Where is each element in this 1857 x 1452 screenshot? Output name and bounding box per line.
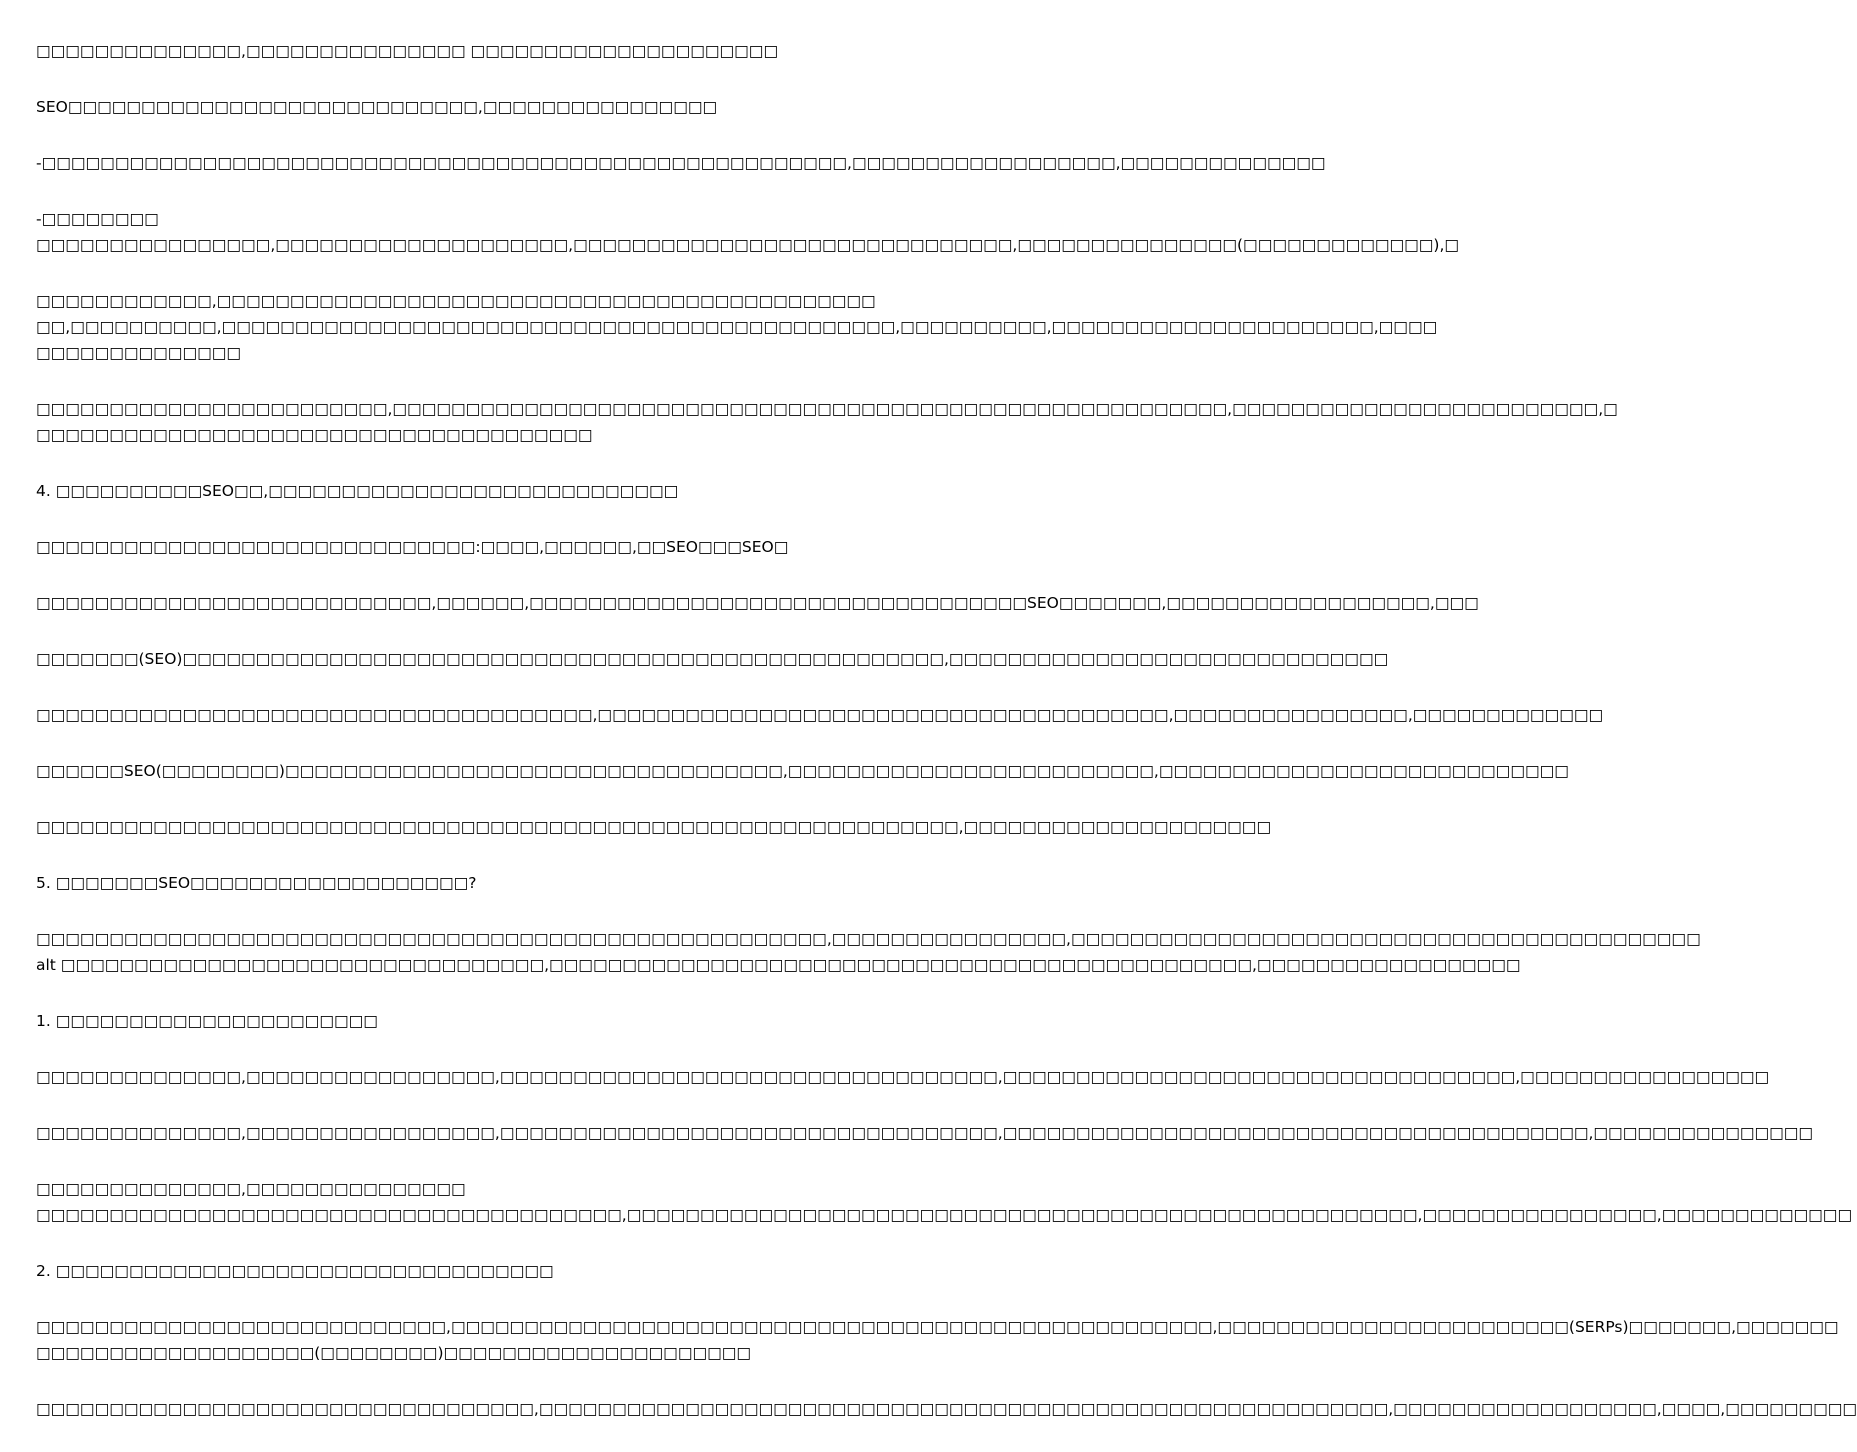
document-body xyxy=(36,38,1857,1452)
paragraph xyxy=(36,1396,1857,1422)
paragraph-line: □□□□□□□□□□□□□□□□□□□□□□□□□□□,□□□□□□,□□□□□□□□□□□□□□□□□□□□□□□□□□□□□□□□□□SEO□□□□□□□,□□□□□□□□□□□□□□□□□□,□□□ xyxy=(36,594,1479,612)
paragraph xyxy=(36,814,1272,840)
paragraph-line: □□□□□□□□□□□□□□□□,□□□□□□□□□□□□□□□□□□□□,□□□□□□□□□□□□□□□□□□□□□□□□□□□□□□,□□□□□□□□□□□□□□□(□□□□□□□□□□□□□),□ xyxy=(36,236,1460,254)
paragraph-line: □□□□□□□□□□□□□□□□□□□□□□□□□□□□□□□□□□□□□□,□□□□□□□□□□□□□□□□□□□□□□□□□□□□□□□□□□□□□□□,□□□□□□□□□□□□□□□□,□□□□□□□□□□□□□ xyxy=(36,706,1604,724)
paragraph-line: □□□□□□□□□□□□□□,□□□□□□□□□□□□□□□□□,□□□□□□□□□□□□□□□□□□□□□□□□□□□□□□□□□□,□□□□□□□□□□□□□□□□□□□□□□□□□□□□□□□□□□□□□□□□,□□□□□□□□□□□□□□□ xyxy=(36,1124,1814,1142)
paragraph-line: □□□□□□□□□□□□□□,□□□□□□□□□□□□□□□□□,□□□□□□□□□□□□□□□□□□□□□□□□□□□□□□□□□□,□□□□□□□□□□□□□□□□□□□□□□□□□□□□□□□□□□□,□□□□□□□□□□□□□□□□□ xyxy=(36,1068,1770,1086)
paragraph xyxy=(36,1176,1853,1228)
paragraph xyxy=(36,1008,990,1034)
paragraph-line: □□□□□□□□□□□□□□□□□□□□□□□□□□□□□□□□□□□□□□□□,□□□□□□□□□□□□□□□□□□□□□□□□□□□□□□□□□□□□□□□□□□□□□□□□□□□□□□,□□□□□□□□□□□□□□□□,□□□□□□□□□□□□□ xyxy=(36,1206,1853,1224)
paragraph-line: □□□□□□□□□□□□□□□□□□□□□□□□□□□□□□□□□□□□□□□□□□□□□□□□□□□□□□□□□□□□□□□,□□□□□□□□□□□□□□□□□□□□□ xyxy=(36,818,1272,836)
paragraph-line: □□□□□□□□□□□□□□ xyxy=(36,344,242,362)
paragraph xyxy=(36,590,1479,616)
paragraph xyxy=(36,926,1701,978)
paragraph-line: □□□□□□□□□□□□□□□□□□□□□□□□□□□□□□□□□□□□□□□□□□□□□□□□□□□□□□,□□□□□□□□□□□□□□□□,□□□□□□□□□□□□□□□□□□□□□□□□□□□□□□□□□□□□□□□□□□□ xyxy=(36,930,1701,948)
paragraph xyxy=(36,206,1460,258)
paragraph-line: □□□□□□SEO(□□□□□□□□)□□□□□□□□□□□□□□□□□□□□□□□□□□□□□□□□□□,□□□□□□□□□□□□□□□□□□□□□□□□□,□□□□□□□□□□□□□□□□□□□□□□□□□□□□ xyxy=(36,762,1569,780)
paragraph xyxy=(36,1258,990,1284)
paragraph-line: □□□□□□□□□□□□□□□□□□□□□□□□,□□□□□□□□□□□□□□□□□□□□□□□□□□□□□□□□□□□□□□□□□□□□□□□□□□□□□□□□□,□□□□□□□□□□□□□□□□□□□□□□□□□,□ xyxy=(36,400,1618,418)
paragraph xyxy=(36,702,1604,728)
paragraph xyxy=(36,758,1569,784)
paragraph-line: □□□□□□□□□□□□□□□□□□□□□□□□□□□□□□□□□□,□□□□□□□□□□□□□□□□□□□□□□□□□□□□□□□□□□□□□□□□□□□□□□□□□□□□□□□□□□,□□□□□□□□□□□□□□□□□□,□□□□,□□□□□□□□□ xyxy=(36,1400,1857,1418)
paragraph-line: □□□□□□□□□□□□□□□□□□□□□□□□□□□□□□□□□□□□□□ xyxy=(36,426,593,444)
paragraph-line: □□□□□□□□□□□□□□□□□□□□□□□□□□□□,□□□□□□□□□□□□□□□□□□□□□□□□□□□□□□□□□□□□□□□□□□□□□□□□□□□□,□□□□□□□□□□□□□□□□□□□□□□□□(SERPs)□□□□□□□,□□□□□□□ xyxy=(36,1318,1839,1336)
paragraph xyxy=(36,1314,1839,1366)
paragraph xyxy=(36,534,990,560)
paragraph xyxy=(36,150,1326,176)
paragraph-line: □□□□□□□□□□□□□□,□□□□□□□□□□□□□□□ xyxy=(36,1180,466,1198)
paragraph xyxy=(36,94,990,120)
paragraph-line: 1. □□□□□□□□□□□□□□□□□□□□□□ xyxy=(36,1012,378,1030)
paragraph xyxy=(36,38,990,64)
paragraph-line: □□□□□□□(SEO)□□□□□□□□□□□□□□□□□□□□□□□□□□□□□□□□□□□□□□□□□□□□□□□□□□□□,□□□□□□□□□□□□□□□□□□□□□□□□□□□□□□ xyxy=(36,650,1389,668)
paragraph xyxy=(36,870,990,896)
paragraph-line: SEO□□□□□□□□□□□□□□□□□□□□□□□□□□□□,□□□□□□□□□□□□□□□□ xyxy=(36,98,718,116)
paragraph-line: -□□□□□□□□ xyxy=(36,210,159,228)
paragraph xyxy=(36,396,1618,448)
paragraph-line: □□□□□□□□□□□□,□□□□□□□□□□□□□□□□□□□□□□□□□□□□□□□□□□□□□□□□□□□□□ xyxy=(36,292,876,310)
paragraph-line: -□□□□□□□□□□□□□□□□□□□□□□□□□□□□□□□□□□□□□□□□□□□□□□□□□□□□□□□,□□□□□□□□□□□□□□□□□□,□□□□□□□□□□□□□□ xyxy=(36,154,1326,172)
paragraph-line: □□,□□□□□□□□□□,□□□□□□□□□□□□□□□□□□□□□□□□□□□□□□□□□□□□□□□□□□□□□□,□□□□□□□□□□,□□□□□□□□□□□□□□□□□□□□□□,□□□□ xyxy=(36,318,1438,336)
paragraph xyxy=(36,646,1389,672)
paragraph xyxy=(36,288,1438,366)
paragraph-line: alt □□□□□□□□□□□□□□□□□□□□□□□□□□□□□□□□□,□□□□□□□□□□□□□□□□□□□□□□□□□□□□□□□□□□□□□□□□□□□□□□□□,□□□□□□□□□□□□□□□□□□ xyxy=(36,956,1521,974)
paragraph-line: □□□□□□□□□□□□□□,□□□□□□□□□□□□□□□ □□□□□□□□□□□□□□□□□□□□□ xyxy=(36,42,779,60)
paragraph xyxy=(36,1064,1770,1090)
paragraph-line: 4. □□□□□□□□□□SEO□□,□□□□□□□□□□□□□□□□□□□□□□□□□□□□ xyxy=(36,482,679,500)
paragraph-line: 2. □□□□□□□□□□□□□□□□□□□□□□□□□□□□□□□□□□ xyxy=(36,1262,554,1280)
paragraph xyxy=(36,478,990,504)
paragraph-line: □□□□□□□□□□□□□□□□□□□□□□□□□□□□□□:□□□□,□□□□□□,□□SEO□□□SEO□ xyxy=(36,538,789,556)
paragraph-line: □□□□□□□□□□□□□□□□□□□(□□□□□□□□)□□□□□□□□□□□□□□□□□□□□□ xyxy=(36,1344,752,1362)
paragraph xyxy=(36,1120,1814,1146)
paragraph-line: 5. □□□□□□□SEO□□□□□□□□□□□□□□□□□□□? xyxy=(36,874,477,892)
